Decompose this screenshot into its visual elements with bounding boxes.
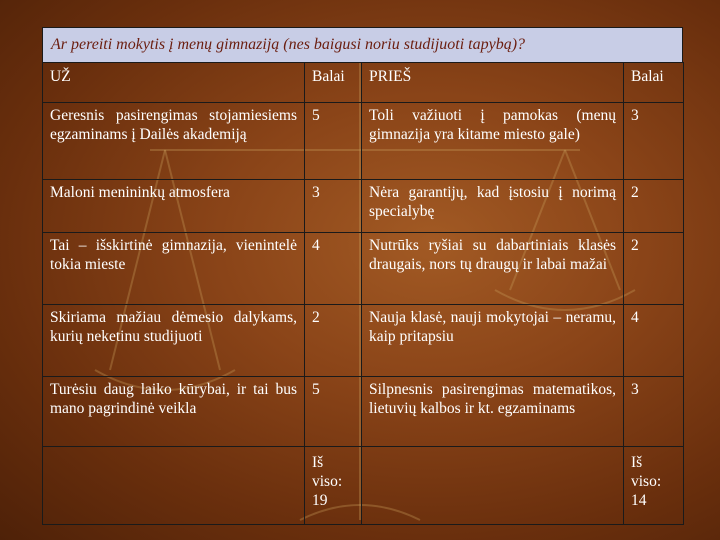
totals-row	[43, 447, 684, 525]
table-row	[43, 180, 684, 233]
header-con-score: Balai	[624, 63, 684, 103]
con-score: 2	[624, 180, 684, 233]
con-score: 2	[624, 233, 684, 305]
pros-cons-table	[42, 62, 684, 525]
totals-pro: Iš viso: 19	[305, 447, 362, 525]
header-pro: UŽ	[43, 63, 305, 103]
question-title: Ar pereiti mokytis į menų gimnaziją (nes baigusi noriu studijuoti tapybą)?	[42, 27, 683, 63]
header-con: PRIEŠ	[362, 63, 624, 103]
pro-text: Turėsiu daug laiko kūrybai, ir tai bus mano pagrindinė veikla	[43, 377, 305, 447]
pro-score: 2	[305, 305, 362, 377]
table-row	[43, 377, 684, 447]
pro-text: Skiriama mažiau dėmesio dalykams, kurių neketinu studijuoti	[43, 305, 305, 377]
pro-text: Tai – išskirtinė gimnazija, vienintelė tokia mieste	[43, 233, 305, 305]
pro-score: 5	[305, 377, 362, 447]
pro-text: Maloni menininkų atmosfera	[43, 180, 305, 233]
totals-con-empty	[362, 447, 624, 525]
pro-score: 3	[305, 180, 362, 233]
header-pro-score: Balai	[305, 63, 362, 103]
totals-con: Iš viso: 14	[624, 447, 684, 525]
con-text: Nauja klasė, nauji mokytojai – neramu, kaip pritapsiu	[362, 305, 624, 377]
con-score: 3	[624, 103, 684, 180]
pro-score: 4	[305, 233, 362, 305]
con-text: Nėra garantijų, kad įstosiu į norimą specialybę	[362, 180, 624, 233]
table-row	[43, 103, 684, 180]
totals-pro-empty	[43, 447, 305, 525]
con-score: 3	[624, 377, 684, 447]
table-row	[43, 233, 684, 305]
con-text: Silpnesnis pasirengimas matematikos, lietuvių kalbos ir kt. egzaminams	[362, 377, 624, 447]
con-text: Toli važiuoti į pamokas (menų gimnazija yra kitame miesto gale)	[362, 103, 624, 180]
table-row	[43, 305, 684, 377]
con-score: 4	[624, 305, 684, 377]
pro-score: 5	[305, 103, 362, 180]
con-text: Nutrūks ryšiai su dabartiniais klasės draugais, nors tų draugų ir labai mažai	[362, 233, 624, 305]
header-row	[43, 63, 684, 103]
pro-text: Geresnis pasirengimas stojamiesiems egzaminams į Dailės akademiją	[43, 103, 305, 180]
